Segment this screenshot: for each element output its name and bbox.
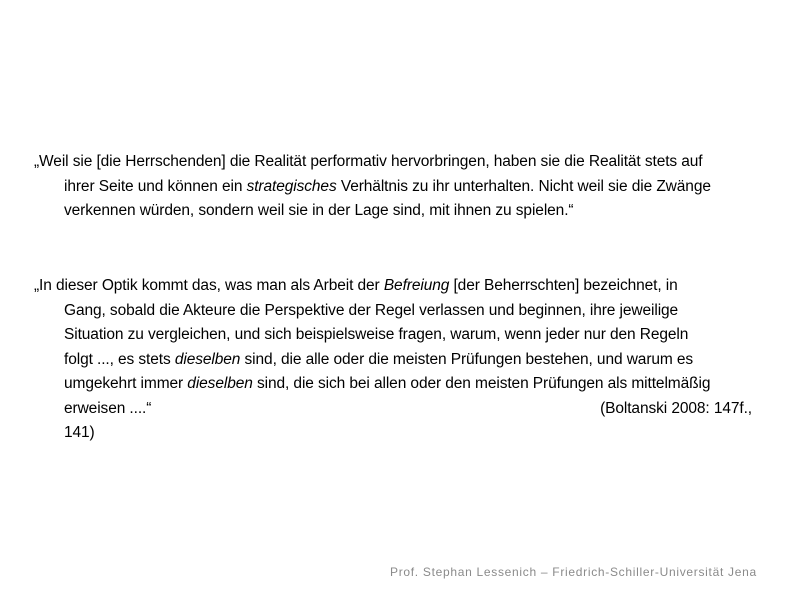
quote-2-line-5-text-a: umgekehrt immer — [64, 375, 188, 392]
quote-2-citation: (Boltanski 2008: 147f., — [600, 400, 752, 417]
quote-2-line-1 — [34, 274, 764, 299]
quote-2-line-4-text-b: sind, die alle oder die meisten Prüfungen bestehen, und warum es — [240, 350, 694, 368]
quote-1-line-3: verkennen würden, sondern weil sie in der Lage sind, mit ihnen zu spielen.“ — [64, 202, 574, 219]
quote-2-line-1-text-a: „In dieser Optik kommt das, was man als Arbeit der — [34, 277, 384, 294]
quote-2-emphasis-dieselben-1: dieselben — [174, 350, 241, 368]
quote-2-line-7: 141) — [64, 424, 95, 441]
quote-1-emphasis-strategisches: strategisches — [246, 177, 337, 195]
quote-2-line-1-text-b: [der Beherrschten] bezeichnet, in — [449, 277, 678, 294]
footer-author-affiliation: Prof. Stephan Lessenich – Friedrich-Schiller-Universität Jena — [390, 565, 757, 579]
quote-1-line-2-text-b: Verhältnis zu ihr unterhalten. Nicht weil sie die Zwänge — [336, 177, 711, 195]
quote-2-line-2: Gang, sobald die Akteure die Perspektive der Regel verlassen und beginnen, ihre jeweilige — [64, 301, 679, 319]
quote-2-line-4 — [34, 348, 764, 373]
quote-block-1 — [34, 150, 764, 224]
quote-2-emphasis-befreiung: Befreiung — [383, 277, 450, 294]
quote-2-line-5 — [34, 372, 764, 397]
quote-2-line-4-text-a: folgt ..., es stets — [64, 350, 175, 368]
quote-block-2 — [34, 274, 764, 446]
quote-2-line-5-text-b: sind, die sich bei allen oder den meisten Prüfungen als mittelmäßig — [252, 375, 711, 392]
quote-1-line-2-text-a: ihrer Seite und können ein — [64, 177, 247, 195]
quote-2-line-3: Situation zu vergleichen, und sich beispielsweise fragen, warum, wenn jeder nur den Regeln — [64, 326, 689, 343]
quote-1-line-2 — [34, 175, 764, 200]
quote-2-emphasis-dieselben-2: dieselben — [187, 375, 253, 392]
quote-1-line-1: „Weil sie [die Herrschenden] die Realität performativ hervorbringen, haben sie die Realität stets auf — [34, 153, 703, 170]
quote-2-line-6: erweisen ....“ — [64, 399, 152, 417]
